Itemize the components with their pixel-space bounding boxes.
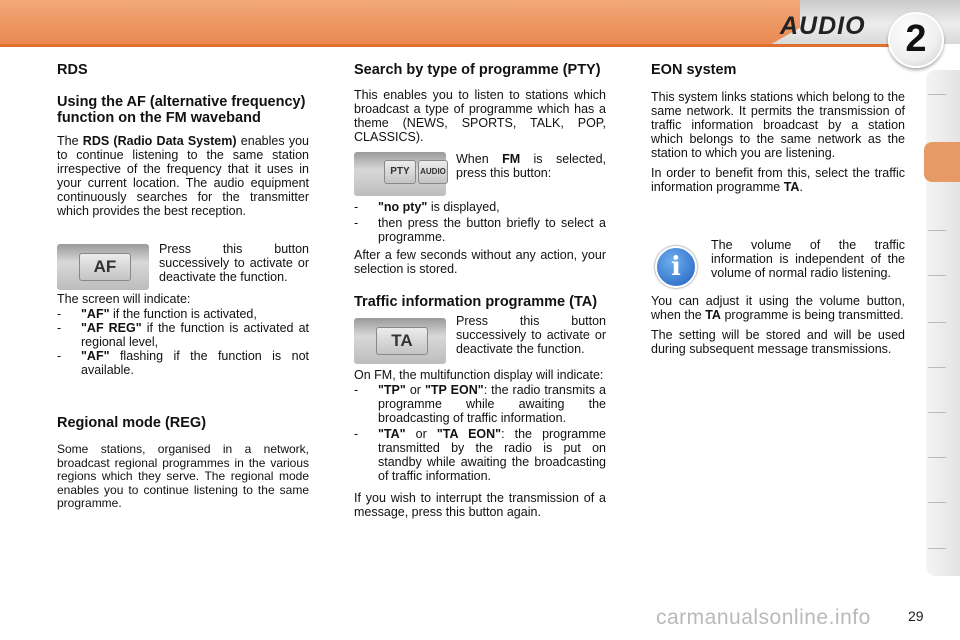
af-p-pre: The xyxy=(57,134,79,148)
pty-button-row xyxy=(354,152,606,196)
list-item: - "TP" or "TP EON": the radio transmits a programme while awaiting the broadcasting of traffic information. xyxy=(354,383,606,425)
list-item: - then press the button briefly to select a programme. xyxy=(354,216,606,244)
tab-divider xyxy=(928,502,946,503)
pty-after: After a few seconds without any action, your selection is stored. xyxy=(354,248,606,276)
tab-divider xyxy=(928,412,946,413)
watermark: carmanualsonline.info xyxy=(656,606,871,629)
info-text: The volume of the traffic information is independent of the volume of normal radio listening. xyxy=(711,238,905,280)
eon-paragraph-1: This system links stations which belong to the same network. It permits the transmission of traffic information broadcast by a station which belongs to the same network as the station to which you are listening. xyxy=(651,90,905,160)
adjust-post: programme is being transmitted. xyxy=(724,308,904,322)
item-text: : the radio transmits a programme while awaiting the broadcasting of traffic information. xyxy=(378,383,606,425)
eon-p2-bold: TA xyxy=(783,180,800,194)
item-text: : the programme transmitted by the radio is put on standby while awaiting the broadcasting of traffic information. xyxy=(378,427,606,483)
column-middle xyxy=(354,62,606,519)
ta-heading: Traffic information programme (TA) xyxy=(354,294,598,310)
af-heading: Using the AF (alternative frequency) function on the FM waveband xyxy=(57,94,306,126)
tab-divider xyxy=(928,94,946,95)
item-code: "AF" xyxy=(81,307,110,321)
af-p-bold: RDS (Radio Data System) xyxy=(82,134,237,148)
af-button-image xyxy=(57,244,149,290)
eon-heading: EON system xyxy=(651,62,737,78)
when-fm-text xyxy=(456,152,606,180)
tab-divider xyxy=(928,367,946,368)
item-text: is displayed, xyxy=(430,200,500,214)
af-paragraph xyxy=(57,134,309,218)
column-right xyxy=(651,62,905,356)
rds-heading: RDS xyxy=(57,62,88,78)
af-p-post: enables you to continue listening to the same station irrespective of the frequency that it uses in your current location. The audio equipment continuously searches for the transmitter which provides the best reception. xyxy=(57,134,309,218)
info-row xyxy=(651,238,905,288)
header-accent xyxy=(0,0,800,46)
adjust-bold: TA xyxy=(705,308,721,322)
item-code: "TA" xyxy=(378,427,406,441)
tab-chapter-2[interactable] xyxy=(924,142,960,182)
af-button-text: Press this button successively to activate or deactivate the function. xyxy=(159,242,309,284)
eon-p2-pre: In order to benefit from this, select the traffic information programme xyxy=(651,166,905,194)
item-code: "AF REG" xyxy=(81,321,142,335)
pty-heading: Search by type of programme (PTY) xyxy=(354,62,601,78)
item-text: then press the button briefly to select a programme. xyxy=(378,216,606,244)
ta-button-image xyxy=(354,318,446,364)
item-code: "TA EON" xyxy=(436,427,502,441)
tab-divider xyxy=(928,275,946,276)
list-item: - "AF REG" if the function is activated at regional level, xyxy=(57,321,309,349)
ta-button-text: Press this button successively to activate or deactivate the function. xyxy=(456,314,606,356)
list-item: - "no pty" is displayed, xyxy=(354,200,500,214)
adjust-text xyxy=(651,294,905,322)
item-code: "no pty" xyxy=(378,200,428,214)
item-code: "AF" xyxy=(81,349,110,363)
af-button-face: AF xyxy=(79,253,131,281)
item-code: "TP" xyxy=(378,383,406,397)
item-text: if the function is activated, xyxy=(113,307,257,321)
tab-divider xyxy=(928,548,946,549)
list-item: - "AF" if the function is activated, xyxy=(57,307,257,321)
stored-text: The setting will be stored and will be used during subsequent message transmissions. xyxy=(651,328,905,356)
page-title: AUDIO xyxy=(780,12,866,40)
fm-indicate: On FM, the multifunction display will indicate: xyxy=(354,368,604,382)
pty-button-image xyxy=(354,152,446,196)
screen-indicate: The screen will indicate: xyxy=(57,292,191,306)
reg-text: Some stations, organised in a network, broadcast regional programmes in the various regions which they serve. The regional mode enables you to continue listening to the same programme. xyxy=(57,442,309,510)
pty-text: This enables you to listen to stations which broadcast a type of programme which has a theme (NEWS, SPORTS, TALK, POP, CLASSICS). xyxy=(354,88,606,144)
audio-button-face: AUDIO xyxy=(418,160,448,184)
when-bold: FM xyxy=(502,152,521,166)
reg-heading: Regional mode (REG) xyxy=(57,415,207,431)
pty-button-face: PTY xyxy=(384,160,416,184)
item-code: "TP EON" xyxy=(424,383,484,397)
item-text: flashing if the function is not available. xyxy=(81,349,309,377)
ta-after: If you wish to interrupt the transmission of a message, press this button again. xyxy=(354,491,606,519)
chapter-badge: 2 xyxy=(888,12,944,68)
info-icon: i xyxy=(655,246,697,288)
eon-paragraph-2: In order to benefit from this, select the traffic information programme TA. xyxy=(651,166,905,194)
tab-divider xyxy=(928,322,946,323)
header-rule xyxy=(0,44,890,47)
column-left xyxy=(57,62,309,511)
when-pre: When xyxy=(456,152,489,166)
page-number: 29 xyxy=(908,608,924,624)
list-item: - "AF" flashing if the function is not available. xyxy=(57,349,309,377)
ta-button-face: TA xyxy=(376,327,428,355)
ta-button-row xyxy=(354,314,606,364)
tab-divider xyxy=(928,457,946,458)
when-post: is selected, press this button: xyxy=(456,152,606,180)
tab-divider xyxy=(928,230,946,231)
af-button-row xyxy=(57,242,309,290)
adjust-pre: You can adjust it using the volume button, when the xyxy=(651,294,905,322)
list-item: - "TA" or "TA EON": the programme transmitted by the radio is put on standby while awaiting the broadcasting of traffic information. xyxy=(354,427,606,483)
item-text: if the function is activated at regional level, xyxy=(81,321,309,349)
